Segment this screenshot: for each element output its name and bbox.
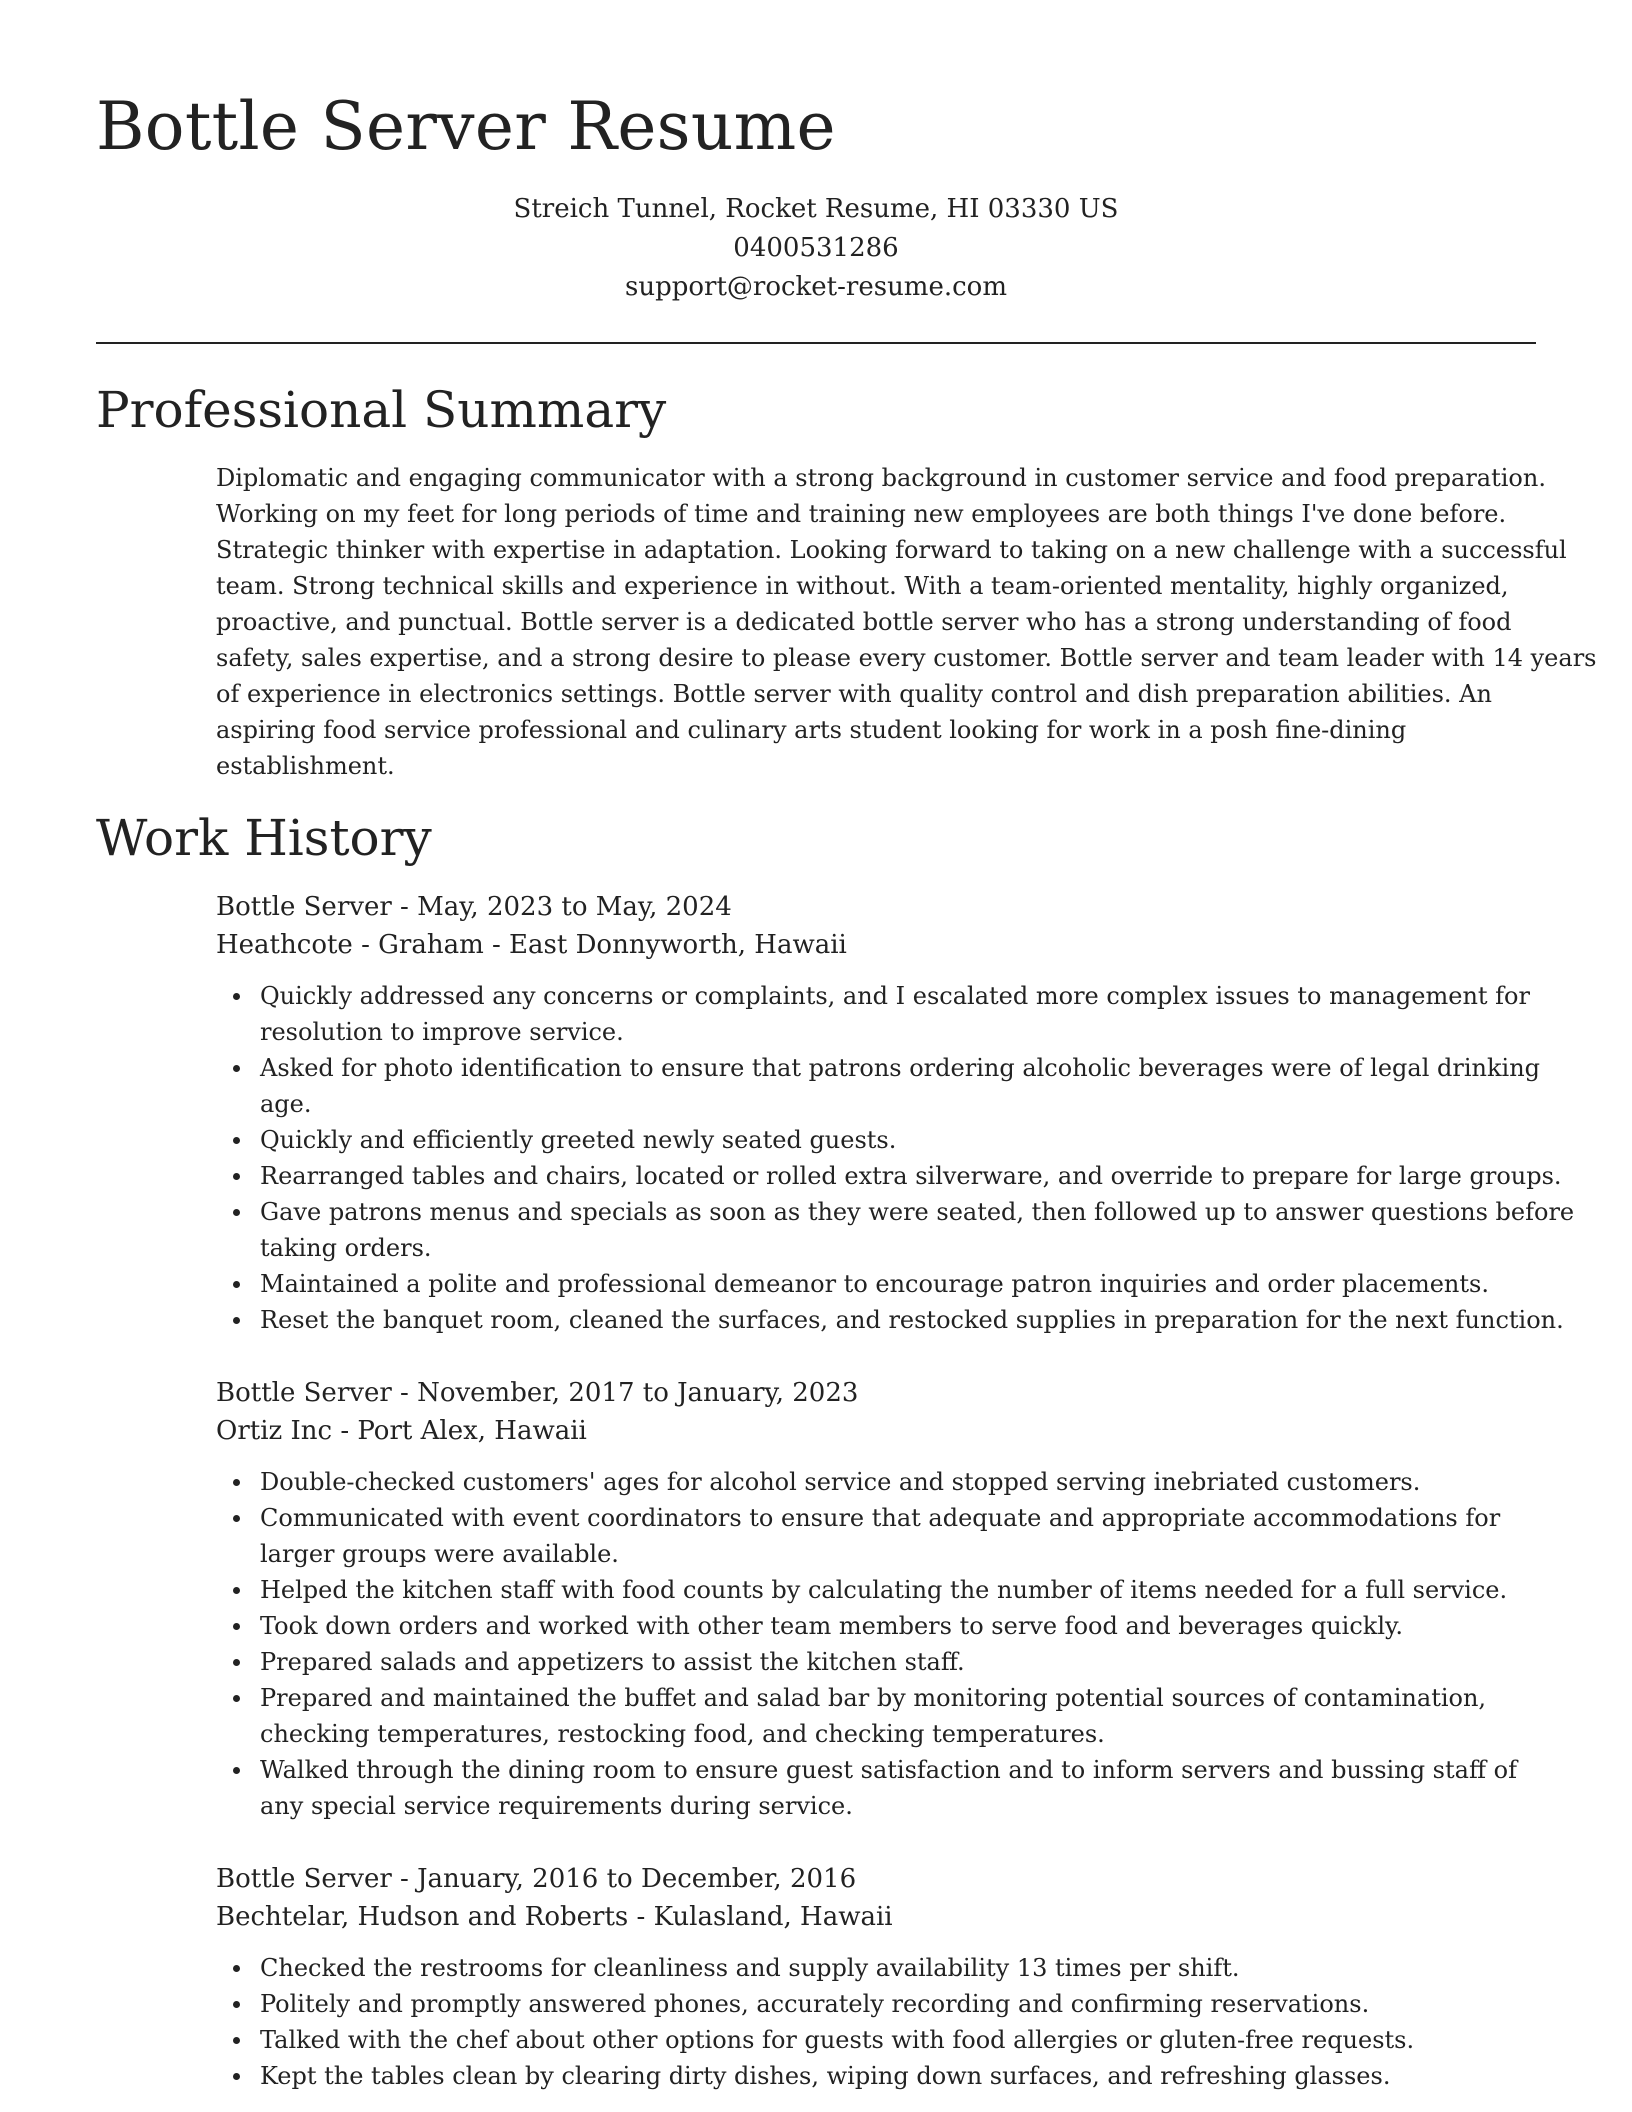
job-bullet-list: [216, 978, 1575, 1338]
bullet-line: checking temperatures, restocking food, and checking temperatures.: [260, 1720, 1105, 1748]
list-item: [260, 1572, 1546, 1608]
bullet-line: resolution to improve service.: [260, 1018, 624, 1046]
job-bullet-list: [216, 1464, 1546, 1824]
list-item: [260, 1194, 1575, 1266]
list-item: [260, 1158, 1562, 1194]
list-item: [260, 1752, 1546, 1824]
bullet-line: taking orders.: [260, 1234, 432, 1262]
list-item: [260, 1050, 1546, 1122]
job-entry: [216, 1374, 1546, 1824]
job-title-line: Bottle Server - November, 2017 to January, 2023: [216, 1378, 859, 1408]
bullet-line: age.: [260, 1090, 312, 1118]
bullet-line: Prepared and maintained the buffet and salad bar by monitoring potential sources of contamination,: [260, 1684, 1487, 1712]
bullet-line: Communicated with event coordinators to ensure that adequate and appropriate accommodations for: [260, 1504, 1501, 1532]
bullet-line: Asked for photo identification to ensure that patrons ordering alcoholic beverages were of legal drinking: [260, 1054, 1541, 1082]
summary-line: safety, sales expertise, and a strong desire to please every customer. Bottle server and team leader with 14 years: [216, 644, 1597, 672]
bullet-line: Prepared salads and appetizers to assist the kitchen staff.: [260, 1648, 965, 1676]
bullet-line: Politely and promptly answered phones, accurately recording and confirming reservations.: [260, 1990, 1370, 2018]
summary-line: team. Strong technical skills and experience in without. With a team-oriented mentality, highly organized,: [216, 572, 1509, 600]
list-item: [260, 1122, 1546, 1158]
list-item: [260, 2022, 1546, 2058]
job-company-line: Heathcote - Graham - East Donnyworth, Hawaii: [216, 930, 847, 960]
summary-heading: Professional Summary: [96, 381, 667, 439]
list-item: [260, 1986, 1546, 2022]
job-title-line: Bottle Server - January, 2016 to December, 2016: [216, 1864, 857, 1894]
bullet-line: Walked through the dining room to ensure guest satisfaction and to inform servers and bussing staff of: [260, 1756, 1517, 1784]
list-item: [260, 978, 1546, 1050]
summary-line: of experience in electronics settings. Bottle server with quality control and dish preparation abilities. An: [216, 680, 1492, 708]
job-company-line: Bechtelar, Hudson and Roberts - Kulasland, Hawaii: [216, 1902, 893, 1932]
job-entry: [216, 888, 1575, 1338]
list-item: [260, 1644, 1546, 1680]
list-item: [260, 1500, 1546, 1572]
list-item: [260, 1266, 1546, 1302]
header-divider: [96, 342, 1536, 344]
summary-line: proactive, and punctual. Bottle server is a dedicated bottle server who has a strong understanding of food: [216, 608, 1512, 636]
bullet-line: Double-checked customers' ages for alcohol service and stopped serving inebriated customers.: [260, 1468, 1421, 1496]
list-item: [260, 1950, 1546, 1986]
bullet-line: Maintained a polite and professional demeanor to encourage patron inquiries and order placements.: [260, 1270, 1489, 1298]
contact-block: [96, 190, 1536, 307]
list-item: [260, 1680, 1546, 1752]
summary-paragraph: [216, 460, 1597, 784]
bullet-line: Took down orders and worked with other team members to serve food and beverages quickly.: [260, 1612, 1403, 1640]
job-entry: [216, 1860, 1546, 2094]
list-item: [260, 1302, 1564, 1338]
bullet-line: Helped the kitchen staff with food counts by calculating the number of items needed for a full service.: [260, 1576, 1508, 1604]
contact-email: support@rocket-resume.com: [624, 272, 1007, 302]
summary-line: Strategic thinker with expertise in adaptation. Looking forward to taking on a new challenge with a successful: [216, 536, 1567, 564]
contact-phone: 0400531286: [733, 233, 899, 263]
bullet-line: Checked the restrooms for cleanliness and supply availability 13 times per shift.: [260, 1954, 1240, 1982]
bullet-line: Quickly and efficiently greeted newly seated guests.: [260, 1126, 897, 1154]
contact-address: Streich Tunnel, Rocket Resume, HI 03330 US: [513, 194, 1119, 224]
list-item: [260, 1608, 1546, 1644]
job-company-line: Ortiz Inc - Port Alex, Hawaii: [216, 1416, 587, 1446]
summary-line: establishment.: [216, 752, 395, 780]
bullet-line: any special service requirements during service.: [260, 1792, 853, 1820]
summary-line: Working on my feet for long periods of time and training new employees are both things I've done before.: [216, 500, 1507, 528]
summary-line: Diplomatic and engaging communicator with a strong background in customer service and food preparation.: [216, 464, 1546, 492]
bullet-line: Gave patrons menus and specials as soon as they were seated, then followed up to answer questions before: [260, 1198, 1575, 1226]
bullet-line: Quickly addressed any concerns or complaints, and I escalated more complex issues to management for: [260, 982, 1530, 1010]
list-item: [260, 1464, 1546, 1500]
resume-title: Bottle Server Resume: [96, 88, 836, 165]
bullet-line: Reset the banquet room, cleaned the surfaces, and restocked supplies in preparation for the next function.: [260, 1306, 1564, 1334]
bullet-line: Rearranged tables and chairs, located or rolled extra silverware, and override to prepare for large groups.: [260, 1162, 1562, 1190]
list-item: [260, 2058, 1546, 2094]
bullet-line: larger groups were available.: [260, 1540, 619, 1568]
work-history-heading: Work History: [96, 809, 432, 867]
job-bullet-list: [216, 1950, 1546, 2094]
job-title-line: Bottle Server - May, 2023 to May, 2024: [216, 892, 732, 922]
summary-line: aspiring food service professional and culinary arts student looking for work in a posh fine-dining: [216, 716, 1407, 744]
bullet-line: Kept the tables clean by clearing dirty dishes, wiping down surfaces, and refreshing glasses.: [260, 2062, 1391, 2090]
bullet-line: Talked with the chef about other options for guests with food allergies or gluten-free requests.: [260, 2026, 1415, 2054]
